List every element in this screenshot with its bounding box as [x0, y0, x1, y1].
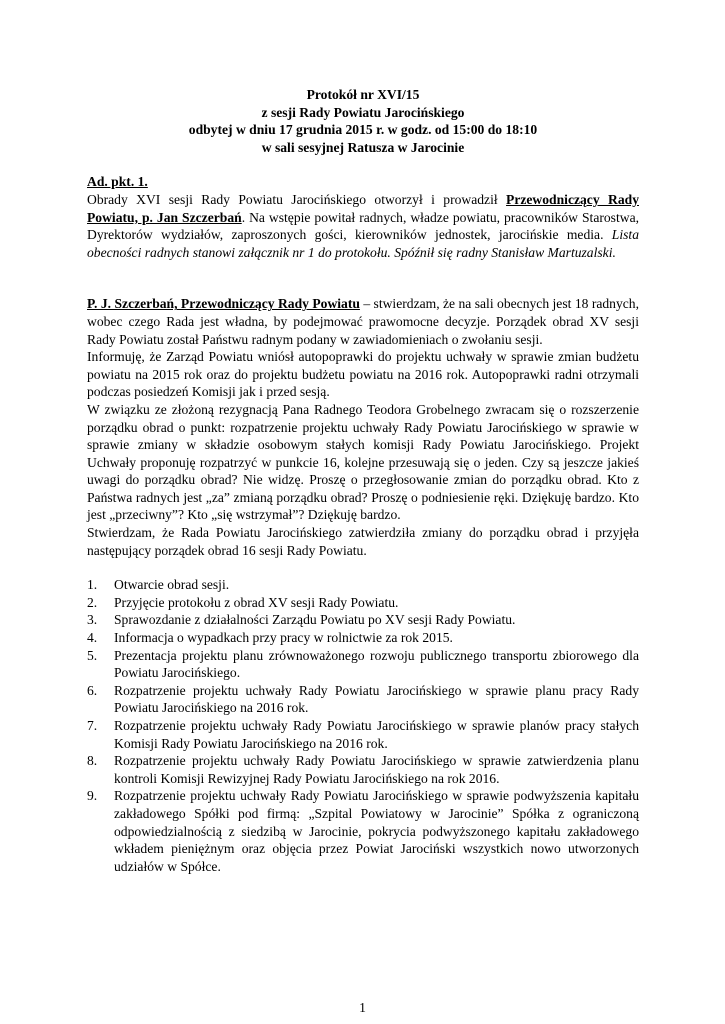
agenda-item: 4. Informacja o wypadkach przy pracy w rolnictwie za rok 2015. — [87, 630, 453, 646]
agenda-item: 9. Rozpatrzenie projektu uchwały Rady Powiatu Jarocińskiego w sprawie podwyższenia kapitału zakładowego Spółki pod firmą: „Szpital Powiatowy w Jarocinie” Spółka z ograniczoną odpowiedzialnością z siedzibą w Jarocinie, pokrycia podwyższonego kapitału zakładowego wkładem pieniężnym oraz objęcia przez Powiat Jarociński wszystkich nowo utworzonych udziałów w Spółce. — [87, 788, 639, 874]
paragraph-agenda-approved: Stwierdzam, że Rada Powiatu Jarocińskiego zatwierdziła zmiany do porządku obrad i przyjęła następujący porządek obrad 16 sesji Rady Powiatu. — [87, 525, 639, 558]
chair-name: Przewodniczący Rady Powiatu, p. Jan Szczerbań — [87, 191, 639, 225]
title-line-1: Protokół nr XVI/15 — [306, 87, 420, 102]
agenda-item: 2. Przyjęcie protokołu z obrad XV sesji Rady Powiatu. — [87, 594, 399, 610]
agenda-item: 7. Rozpatrzenie projektu uchwały Rady Powiatu Jarocińskiego w sprawie planów pracy stałych Komisji Rady Powiatu Jarocińskiego na 2016 rok. — [87, 718, 639, 751]
title-line-2: z sesji Rady Powiatu Jarocińskiego — [261, 104, 465, 120]
title-line-3: odbytej w dniu 17 grudnia 2015 r. w godz. od 15:00 do 18:10 — [188, 122, 538, 138]
paragraph-autopoprawki: Informuję, że Zarząd Powiatu wniósł autopoprawki do projektu uchwały w sprawie zmian budżetu powiatu na 2015 rok oraz do projektu budżetu powiatu na 2016 rok. Autopoprawki radni otrzymali podczas posiedzeń Komisji jak i przed sesją. — [87, 349, 639, 400]
paragraph-resignation: W związku ze złożoną rezygnacją Pana Radnego Teodora Grobelnego zwracam się o rozszerzenie porządku obrad o punkt: rozpatrzenie projektu uchwały Rady Powiatu Jarocińskiego w sprawie w sprawie zmiany w składzie osobowym stałych komisji Rady Powiatu Jarocińskiego. Projekt Uchwały proponuję rozpatrzyć w punkcie 16, kolejne przesuwają się o jeden. Czy są jeszcze jakieś uwagi do porządku obrad? Nie widzę. Proszę o przegłosowanie zmian do porządku obrad. Kto z Państwa radnych jest „za” zmianą porządku obrad? Proszę o podniesienie ręki. Dziękuję bardzo. Kto jest „przeciwny”? Kto „się wstrzymał”? Dziękuję bardzo. — [87, 401, 639, 523]
agenda-item: 5. Prezentacja projektu planu zrównoważonego rozwoju publicznego transportu zbiorowego dla Powiatu Jarocińskiego. — [87, 647, 639, 681]
agenda-item: 6. Rozpatrzenie projektu uchwały Rady Powiatu Jarocińskiego w sprawie planu pracy Rady Powiatu Jarocińskiego na 2016 rok. — [87, 682, 639, 716]
agenda-list — [87, 576, 639, 875]
document-page — [87, 86, 639, 875]
agenda-item: 8. Rozpatrzenie projektu uchwały Rady Powiatu Jarocińskiego w sprawie zatwierdzenia planu kontroli Komisji Rewizyjnej Rady Powiatu Jarocińskiego na rok 2016. — [87, 753, 639, 786]
agenda-item: 1. Otwarcie obrad sesji. — [87, 577, 230, 593]
agenda-item: 3. Sprawozdanie z działalności Zarządu Powiatu po XV sesji Rady Powiatu. — [87, 612, 516, 628]
document-title — [87, 86, 639, 156]
section-heading: Ad. pkt. 1. — [87, 174, 148, 190]
title-line-4: w sali sesyjnej Ratusza w Jarocinie — [261, 139, 465, 155]
speaker-paragraph: P. J. Szczerbań, Przewodniczący Rady Powiatu – stwierdzam, że na sali obecnych jest 18 radnych, wobec czego Rada jest władna, by podejmować prawomocne decyzje. Porządek obrad XV sesji Rady Powiatu został Państwu radnym podany w zawiadomieniach o zwołaniu sesji. — [87, 296, 640, 347]
opening-paragraph: Obrady XVI sesji Rady Powiatu Jarocińskiego otworzył i prowadził Przewodniczący Rady Powiatu, p. Jan Szczerbań. Na wstępie powitał radnych, władze powiatu, pracowników Starostwa, Dyrektorów wydziałów, zaproszonych gości, kierowników jednostek, jarocińskie media. Lista obecności radnych stanowi załącznik nr 1 do protokołu. Spóźnił się radny Stanisław Martuzalski. — [87, 191, 639, 260]
page-number: 1 — [359, 1000, 366, 1015]
attendance-note: Lista obecności radnych stanowi załącznik nr 1 do protokołu. Spóźnił się radny Stanisław Martuzalski. — [87, 227, 639, 260]
speaker-name: P. J. Szczerbań, Przewodniczący Rady Powiatu — [87, 296, 360, 312]
